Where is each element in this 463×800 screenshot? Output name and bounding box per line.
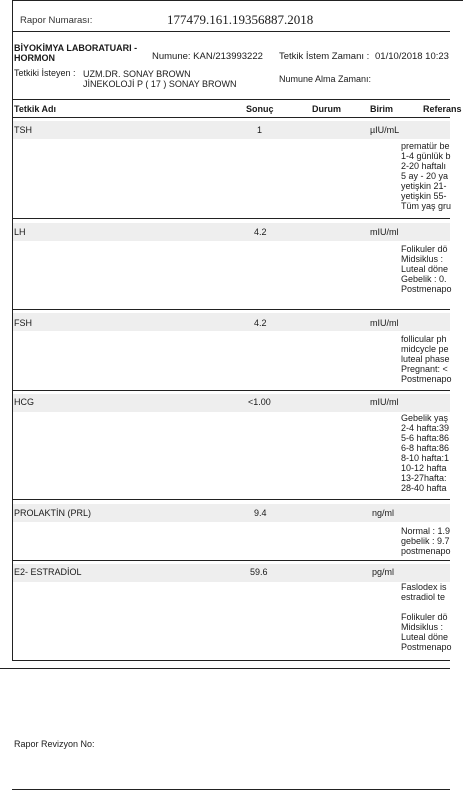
reference-range: prematür be 1-4 günlük b 2-20 haftalı 5 ay - 20 ya yetişkin 21- yetişkin 55- Tüm yaş gru — [401, 141, 452, 211]
test-name: E2- ESTRADİOL — [14, 567, 82, 577]
reference-range: Faslodex is estradiol te Folikuler dö Midsiklus : Luteal döne Postmenapo — [401, 582, 452, 652]
footer-divider — [0, 668, 450, 669]
test-result: 1 — [257, 125, 263, 135]
bottom-divider — [12, 789, 450, 790]
reference-range: follicular ph midcycle pe luteal phase Pregnant: < Postmenapo — [401, 334, 452, 384]
request-time-label: Tetkik İstem Zamanı : — [279, 51, 370, 62]
test-name: LH — [14, 227, 26, 237]
requester-doctor: UZM.DR. SONAY BROWN — [83, 69, 191, 79]
info-divider — [12, 99, 450, 100]
reference-range: Gebelik yaş 2-4 hafta:39 5-6 hafta:86 6-8 hafta:86 8-10 hafta:1 10-12 hafta 13-27hafta: 28-40 hafta — [401, 413, 450, 493]
row-divider — [12, 560, 450, 561]
requester-department: JİNEKOLOJİ P ( 17 ) SONAY BROWN — [83, 79, 237, 89]
test-name: TSH — [14, 125, 32, 135]
test-unit: ng/ml — [372, 508, 395, 518]
test-unit: mIU/ml — [370, 227, 399, 237]
test-result: 4.2 — [254, 318, 267, 328]
header-divider — [12, 117, 450, 118]
test-unit: mIU/ml — [370, 318, 399, 328]
report-number: 177479.161.19356887.2018 — [167, 12, 314, 27]
lab-name-line1: BİYOKİMYA LABORATUARI - — [14, 43, 138, 53]
header-test-name: Tetkik Adı — [14, 104, 57, 114]
sample-time-label: Numune Alma Zamanı: — [279, 74, 372, 84]
test-name: PROLAKTİN (PRL) — [14, 508, 92, 518]
row-divider — [12, 309, 450, 310]
reference-range: Normal : 1.9 gebelik : 9.7 postmenapo — [401, 526, 451, 556]
test-name: HCG — [14, 397, 34, 407]
test-result: <1.00 — [248, 397, 271, 407]
test-name: FSH — [14, 318, 32, 328]
requester-label: Tetkiki İsteyen : — [14, 68, 76, 78]
test-result: 59.6 — [250, 567, 268, 577]
lab-name-line2: HORMON — [14, 53, 55, 63]
table-bottom-divider — [12, 660, 450, 661]
row-divider — [12, 499, 450, 500]
test-unit: mIU/ml — [370, 397, 399, 407]
request-time: 01/10/2018 10:23 — [375, 51, 449, 62]
test-unit: µIU/mL — [370, 125, 400, 135]
sample-number: Numune: KAN/213993222 — [152, 51, 263, 62]
report-number-divider — [12, 31, 450, 32]
row-divider — [12, 390, 450, 391]
test-result: 4.2 — [254, 227, 267, 237]
top-divider — [12, 0, 450, 1]
header-result: Sonuç — [246, 104, 274, 114]
row-divider — [12, 218, 450, 219]
test-unit: pg/ml — [372, 567, 395, 577]
header-unit: Birim — [370, 104, 394, 114]
header-status: Durum — [312, 104, 341, 114]
reference-range: Folikuler dö Midsiklus : Luteal döne Gebelik : 0. Postmenapo — [401, 244, 452, 294]
header-reference: Referans — [423, 104, 462, 114]
revision-label: Rapor Revizyon No: — [14, 739, 95, 749]
test-result: 9.4 — [254, 508, 267, 518]
report-number-label: Rapor Numarası: — [20, 15, 93, 26]
